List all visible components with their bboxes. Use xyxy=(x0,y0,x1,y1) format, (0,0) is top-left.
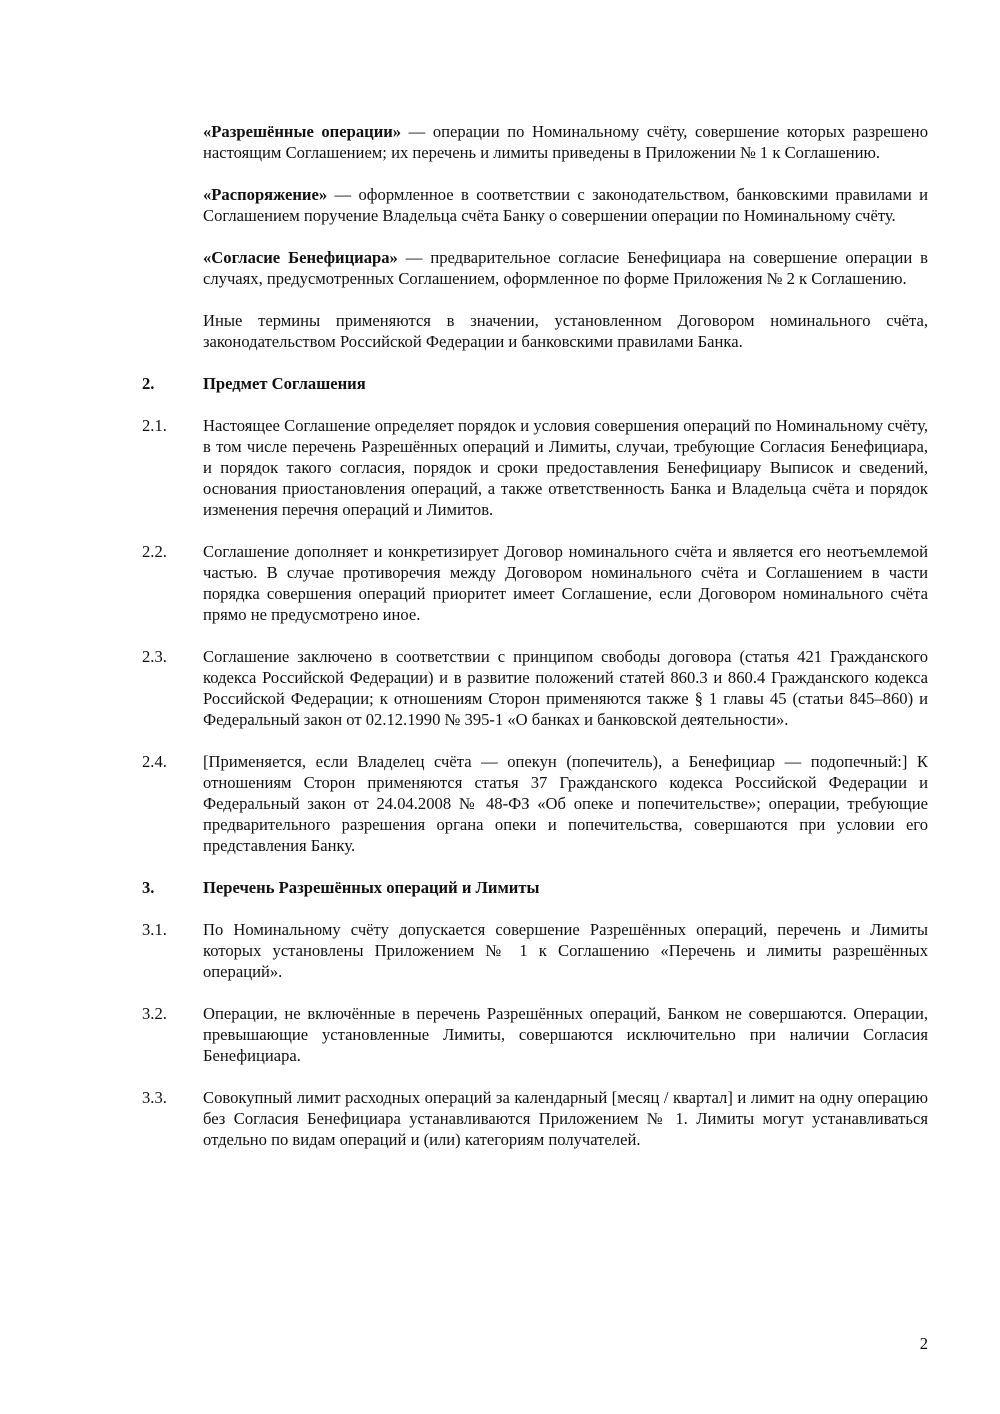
clause-text: [Применяется, если Владелец счёта — опекун (попечитель), а Бенефициар — подопечный:] К отношениям Сторон применяются статья 37 Гражданского кодекса Российской Федерации и Федеральный закон от 24.04.2008 № 48-ФЗ «Об опеке и попечительстве»; операции, требующие предварительного разрешения органа опеки и попечительства, совершаются при условии его представления Банку. xyxy=(203,752,928,855)
clause-number: 3.2. xyxy=(142,1004,167,1023)
definition-term: «Разрешённые операции» xyxy=(203,122,402,141)
clause xyxy=(142,919,928,982)
section-heading xyxy=(142,877,928,898)
clause-text: По Номинальному счёту допускается совершение Разрешённых операций, перечень и Лимиты которых установлены Приложением № 1 к Соглашению «Перечень и лимиты разрешённых операций». xyxy=(203,920,928,981)
definition-term: «Согласие Бенефициара» xyxy=(203,248,398,267)
clause xyxy=(142,415,928,520)
clause-text: Соглашение дополняет и конкретизирует Договор номинального счёта и является его неотъемлемой частью. В случае противоречия между Договором номинального счёта и Соглашением в части порядка совершения операций приоритет имеет Соглашение, если Договором номинального счёта прямо не предусмотрено иное. xyxy=(203,542,928,624)
definition-text: — операции по Номинальному счёту, совершение которых разрешено настоящим Соглашением; их перечень и лимиты приведены в Приложении № 1 к Соглашению. xyxy=(203,122,928,162)
definition-instruction xyxy=(203,184,928,226)
page-number: 2 xyxy=(919,1334,928,1353)
clause-number: 3.1. xyxy=(142,920,167,939)
section-title: Предмет Соглашения xyxy=(203,374,366,393)
clause-number: 2.4. xyxy=(142,752,167,771)
section-heading xyxy=(142,373,928,394)
clause xyxy=(142,1087,928,1150)
definition-beneficiary-consent xyxy=(203,247,928,289)
clause xyxy=(142,1003,928,1066)
clause xyxy=(142,646,928,730)
clause-text: Совокупный лимит расходных операций за календарный [месяц / квартал] и лимит на одну операцию без Согласия Бенефициара устанавливаются Приложением № 1. Лимиты могут устанавливаться отдельно по видам операций и (или) категориям получателей. xyxy=(203,1088,928,1149)
document-content xyxy=(142,121,928,1171)
definition-term: «Распоряжение» xyxy=(203,185,328,204)
definition-text: — предварительное согласие Бенефициара на совершение операции в случаях, предусмотренных Соглашением, оформленное по форме Приложения № 2 к Соглашению. xyxy=(203,248,928,288)
section-title: Перечень Разрешённых операций и Лимиты xyxy=(203,878,540,897)
clause xyxy=(142,751,928,856)
clause-text: Соглашение заключено в соответствии с принципом свободы договора (статья 421 Гражданского кодекса Российской Федерации) и в развитие положений статей 860.3 и 860.4 Гражданского кодекса Российской Федерации; к отношениям Сторон применяются также § 1 главы 45 (статьи 845–860) и Федеральный закон от 02.12.1990 № 395-1 «О банках и банковской деятельности». xyxy=(203,647,928,729)
definition-permitted-operations xyxy=(203,121,928,163)
clause-text: Настоящее Соглашение определяет порядок и условия совершения операций по Номинальному счёту, в том числе перечень Разрешённых операций и Лимиты, случаи, требующие Согласия Бенефициара, и порядок такого согласия, порядок и сроки предоставления Бенефициару Выписок и сведений, основания приостановления операций, а также ответственность Банка и Владельца счёта и порядок изменения перечня операций и Лимитов. xyxy=(203,416,928,519)
section-number: 2. xyxy=(142,374,155,393)
clause-number: 2.3. xyxy=(142,647,167,666)
clause-number: 2.1. xyxy=(142,416,167,435)
clause-number: 3.3. xyxy=(142,1088,167,1107)
clause xyxy=(142,541,928,625)
section-number: 3. xyxy=(142,878,155,897)
clause-number: 2.2. xyxy=(142,542,167,561)
definition-text: — оформленное в соответствии с законодательством, банковскими правилами и Соглашением поручение Владельца счёта Банку о совершении операции по Номинальному счёту. xyxy=(203,185,928,225)
clause-text: Операции, не включённые в перечень Разрешённых операций, Банком не совершаются. Операции, превышающие установленные Лимиты, совершаются исключительно при наличии Согласия Бенефициара. xyxy=(203,1004,928,1065)
other-terms-paragraph: Иные термины применяются в значении, установленном Договором номинального счёта, законодательством Российской Федерации и банковскими правилами Банка. xyxy=(203,311,928,351)
